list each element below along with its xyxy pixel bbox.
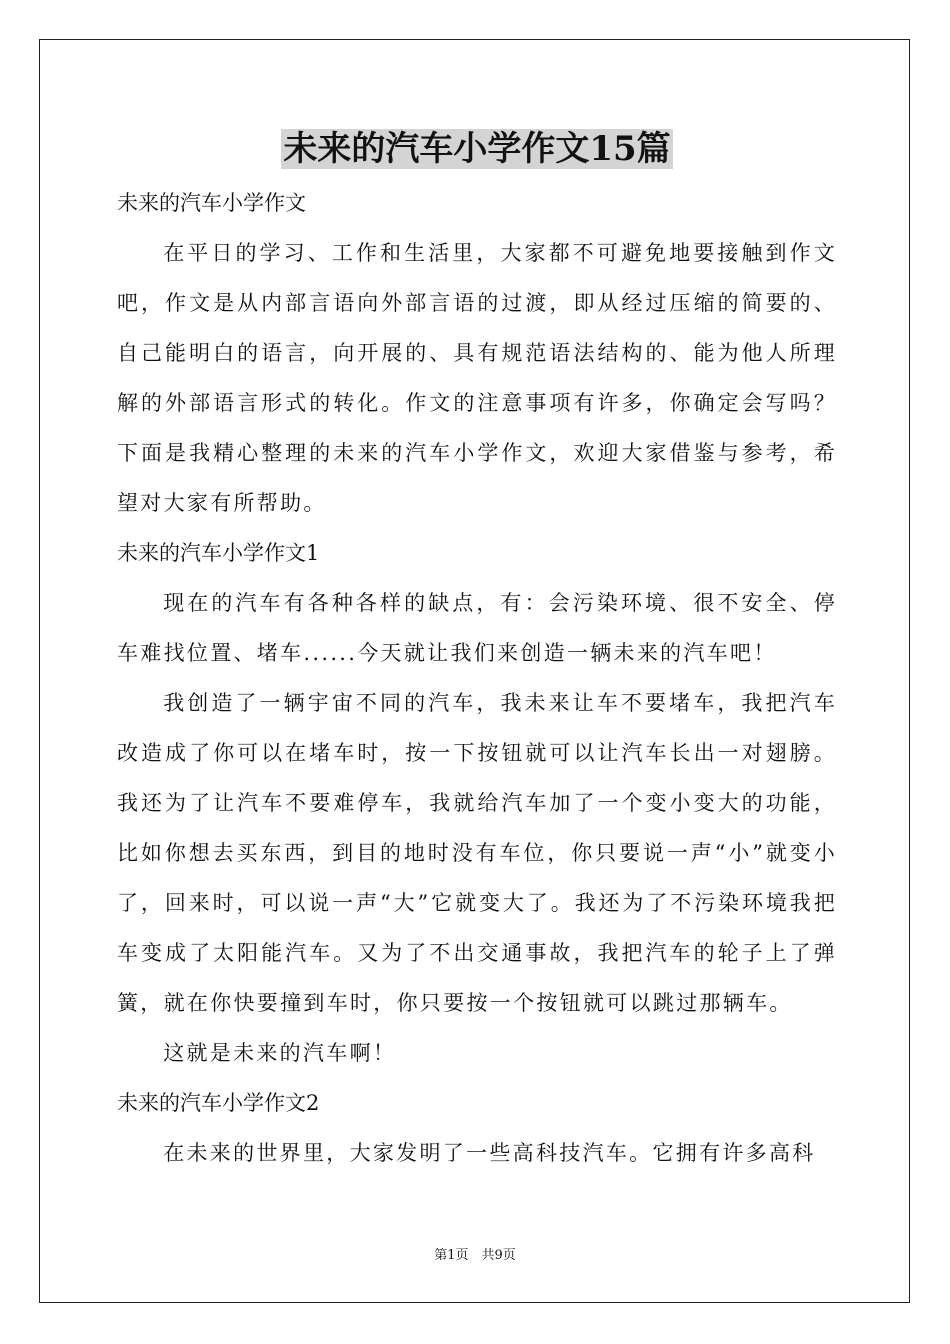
page-number-footer: 第1页 共9页 — [434, 1248, 516, 1263]
paragraph-essay-1-b: 我创造了一辆宇宙不同的汽车，我未来让车不要堵车，我把汽车改造成了你可以在堵车时，按一下按钮就可以让汽车长出一对翅膀。我还为了让汽车不要难停车，我就给汽车加了一个变小变大的功能，比如你想去买东西，到目的地时没有车位，你只要说一声“小”就变小了，回来时，可以说一声“大”它就变大了。我还为了不污染环境我把车变成了太阳能汽车。又为了不出交通事故，我把汽车的轮子上了弹簧，就在你快要撞到车时，你只要按一个按钮就可以跳过那辆车。 — [117, 691, 837, 1015]
section-heading-intro: 未来的汽车小学作文 — [117, 191, 306, 215]
paragraph-essay-2-a: 在未来的世界里，大家发明了一些高科技汽车。它拥有许多高科 — [163, 1141, 816, 1165]
paragraph-intro: 在平日的学习、工作和生活里，大家都不可避免地要接触到作文吧，作文是从内部言语向外部言语的过渡，即从经过压缩的简要的、自己能明白的语言，向开展的、具有规范语法结构的、能为他人所理解的外部语言形式的转化。作文的注意事项有许多，你确定会写吗？下面是我精心整理的未来的汽车小学作文，欢迎大家借鉴与参考，希望对大家有所帮助。 — [117, 241, 837, 515]
paragraph-essay-1-c: 这就是未来的汽车啊！ — [163, 1041, 397, 1065]
section-heading-essay-1: 未来的汽车小学作文1 — [117, 541, 320, 565]
document-title-text: 未来的汽车小学作文15篇 — [283, 129, 671, 169]
document-body — [117, 124, 837, 1178]
paragraph-essay-1-a: 现在的汽车有各种各样的缺点，有：会污染环境、很不安全、停车难找位置、堵车......今天就让我们来创造一辆未来的汽车吧！ — [117, 591, 837, 665]
section-heading-essay-2: 未来的汽车小学作文2 — [117, 1091, 320, 1115]
document-title — [117, 124, 837, 174]
